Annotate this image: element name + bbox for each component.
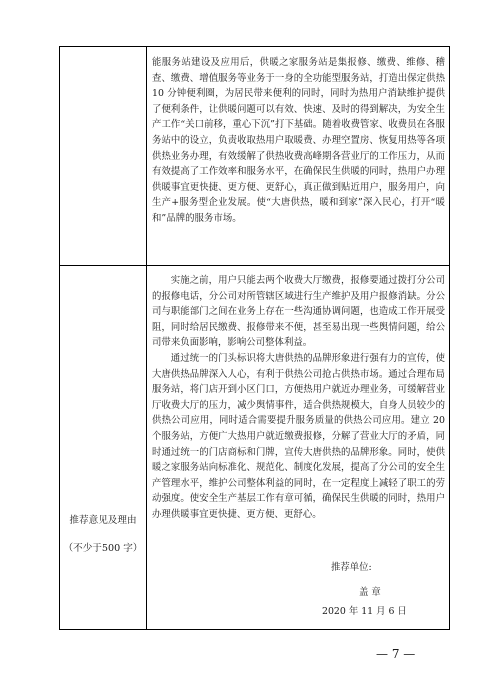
row-divider <box>60 265 449 266</box>
signature-date: 2020 年 11 月 6 日 <box>322 606 407 617</box>
page-number: — 7 — <box>376 647 416 661</box>
column-divider <box>146 47 147 629</box>
top-cell-text: 能服务站建设及应用后，供暖之家服务站是集报修、缴费、维修、稽查、缴费、增值服务等业务于一身的全功能型服务站，打造出保定供热 10 分钟便利圈，为居民带来便利的同时，同时为热用户消缺维护提供了便利条件，让供暖问题可以有效、快速、及时的得到解决，为安全生产工作“关口前移，重心下沉”打下基础。随着收费管家、收费员在各服务站中的设立，负责收取热用户取暖费、办理空置房、恢复用热等各项供热业务办理，有效缓解了供热收费高峰期各营业厅的工作压力，从而有效提高了工作效率和服务水平，在确保民生供暖的同时，热用户办理供暖事宜更快捷、更方便、更舒心，真正做到贴近用户，服务用户，向生产+服务型企业发展。使“大唐供热，暖和到家”深入民心，打开“暖和”品牌的服务市场。 <box>152 57 445 224</box>
row-label-title: 推荐意见及理由 <box>69 515 137 526</box>
seal-label: 盖 章 <box>359 587 381 598</box>
recommending-unit-label: 推荐单位: <box>331 562 372 573</box>
paragraph: 实施之前，用户只能去两个收费大厅缴费，报修要通过拨打分公司的报修电话，分公司对所管辖区域进行生产维护及用户报修消缺。分公司与职能部门之间在业务上存在一些沟通协调问题，也造成工作开展受阻，同时给居民缴费、报修带来不便，甚至易出现一些舆情问题，给公司带来负面影响，影响公司整体利益。 <box>152 275 445 349</box>
form-table <box>59 46 450 630</box>
row-label-requirement: （不少于500 字） <box>63 543 143 554</box>
paragraph: 通过统一的门头标识将大唐供热的品牌形象进行强有力的宣传，使大唐供热品牌深入人心，有利于供热公司抢占供热市场。通过合理布局服务站，将门店开到小区门口，方便热用户就近办理业务，可缓解营业厅收费大厅的压力，减少舆情事件，适合供热规模大，自身人员较少的供热公司应用，同时适合需要提升服务质量的供热公司应用。建立 20 个服务站，方便广大热用户就近缴费报修，分解了营业大厅的矛盾，同时通过统一的门店商标和门牌，宣传大唐供热的品牌形象。同时，使供暖之家服务站向标准化、规范化、制度化发展，提高了分公司的安全生产管理水平，维护公司整体利益的同时，在一定程度上减轻了职工的劳动强度。使安全生产基层工作有章可循，确保民生供暖的同时，热用户办理供暖事宜更快捷、更方便、更舒心。 <box>152 352 445 520</box>
recommendation-body <box>152 273 445 523</box>
